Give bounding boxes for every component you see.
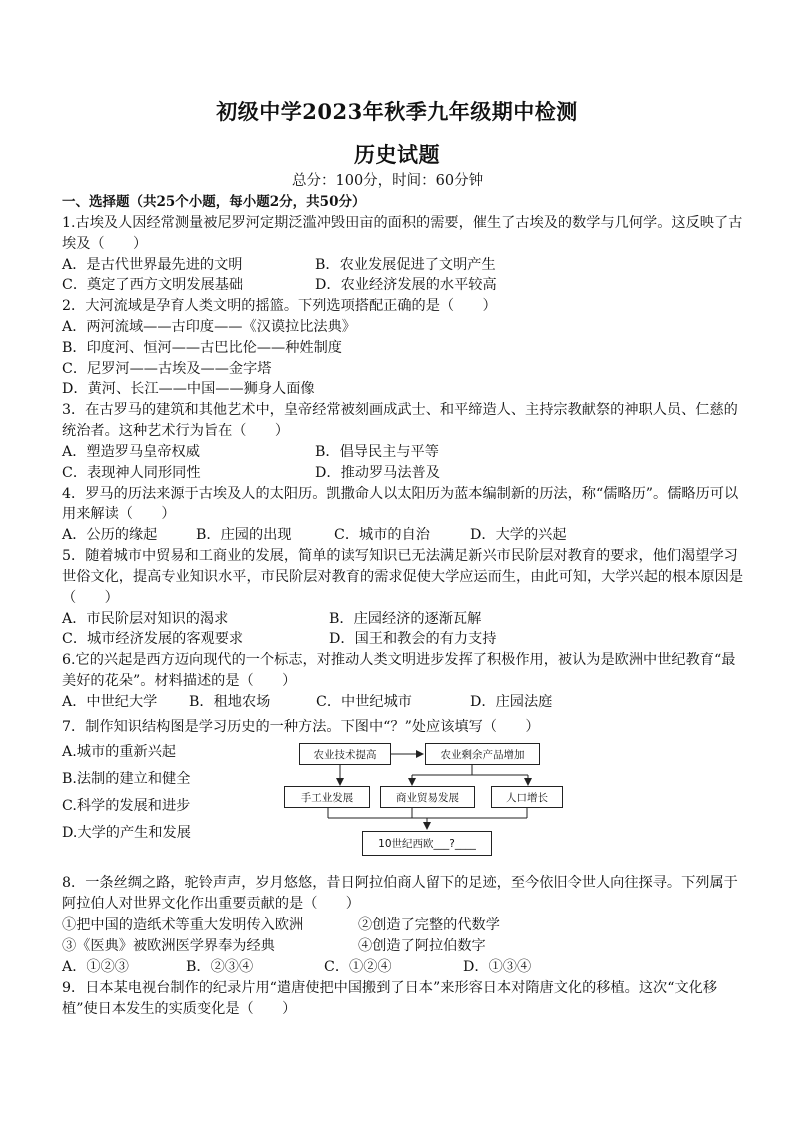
q8-stem-line1: 8．一条丝绸之路，驼铃声声，岁月悠悠，昔日阿拉伯商人留下的足迹，至今依旧令世人向往探寻。下列属于 — [62, 875, 738, 891]
q4-option-c: C．城市的自治 — [334, 527, 430, 543]
q4-option-d: D．大学的兴起 — [470, 527, 567, 543]
q4-stem-line2: 用来解读（ ） — [62, 506, 176, 522]
q7-option-c: C.科学的发展和进步 — [62, 798, 191, 814]
q6-stem-line1: 6.它的兴起是西方迈向现代的一个标志，对推动人类文明进步发挥了积极作用，被认为是欧洲中世纪教育“最 — [62, 652, 736, 668]
q1-stem-line2: 埃及（ ） — [62, 236, 148, 252]
q3-option-b: B．倡导民主与平等 — [315, 444, 439, 460]
q6-stem-line2: 美好的花朵”。材料描述的是（ ） — [62, 673, 297, 689]
diagram-box-handicraft: 手工业发展 — [284, 786, 370, 808]
diagram-box-result: 10世纪西欧___?____ — [362, 831, 492, 856]
page-title: 初级中学2023年秋季九年级期中检测 — [216, 99, 578, 124]
q9-stem-line2: 植”使日本发生的实质变化是（ ） — [62, 1001, 297, 1017]
q7-stem: 7．制作知识结构图是学习历史的一种方法。下图中“？”处应该填写（ ） — [62, 719, 540, 735]
q2-option-c: C．尼罗河——古埃及——金字塔 — [62, 361, 272, 377]
q5-option-b: B．庄园经济的逐渐瓦解 — [329, 611, 482, 627]
q8-statement-1: ①把中国的造纸术等重大发明传入欧洲 — [62, 917, 304, 933]
q8-statement-4: ④创造了阿拉伯数字 — [358, 938, 486, 954]
q5-stem-line1: 5．随着城市中贸易和工商业的发展，简单的读写知识已无法满足新兴市民阶层对教育的要求，他们渴望学习 — [62, 548, 738, 564]
diagram-box-commerce: 商业贸易发展 — [380, 786, 475, 808]
q1-option-a: A．是古代世界最先进的文明 — [62, 257, 243, 273]
q8-option-a: A．①②③ — [62, 959, 129, 975]
q8-statement-3: ③《医典》被欧洲医学界奉为经典 — [62, 938, 275, 954]
q7-option-b: B.法制的建立和健全 — [62, 771, 191, 787]
page-subtitle: 历史试题 — [354, 142, 440, 167]
section-heading: 一、选择题（共25个小题，每小题2分，共50分） — [62, 194, 366, 210]
q3-stem-line1: 3．在古罗马的建筑和其他艺术中，皇帝经常被刻画成武士、和平缔造人、主持宗教献祭的神职人员、仁慈的 — [62, 402, 738, 418]
diagram-box-population: 人口增长 — [491, 786, 563, 808]
q5-stem-line2: 世俗文化，提高专业知识水平，市民阶层对教育的需求促使大学应运而生，由此可知，大学兴起的根本原因是 — [62, 569, 744, 585]
exam-meta: 总分：100分，时间：60分钟 — [292, 173, 484, 189]
q6-option-a: A．中世纪大学 — [62, 694, 158, 710]
q4-stem-line1: 4．罗马的历法来源于古埃及人的太阳历。凯撒命人以太阳历为蓝本编制新的历法，称“儒略历”。儒略历可以 — [62, 486, 739, 502]
q6-option-d: D．庄园法庭 — [470, 694, 553, 710]
q5-option-a: A．市民阶层对知识的渴求 — [62, 611, 229, 627]
q3-option-a: A．塑造罗马皇帝权威 — [62, 444, 200, 460]
q4-option-b: B．庄园的出现 — [196, 527, 292, 543]
q5-option-d: D．国王和教会的有力支持 — [329, 631, 497, 647]
q2-option-d: D．黄河、长江——中国——狮身人面像 — [62, 381, 315, 397]
q2-option-b: B．印度河、恒河——古巴比伦——种姓制度 — [62, 340, 342, 356]
q1-stem-line1: 1.古埃及人因经常测量被尼罗河定期泛滥冲毁田亩的面积的需要，催生了古埃及的数学与几何学。这反映了古 — [62, 215, 743, 231]
q8-statement-2: ②创造了完整的代数学 — [358, 917, 500, 933]
q8-option-d: D．①③④ — [463, 959, 532, 975]
q3-option-c: C．表现神人同形同性 — [62, 465, 201, 481]
q4-option-a: A．公历的缘起 — [62, 527, 158, 543]
diagram-box-agri-surplus: 农业剩余产品增加 — [425, 743, 540, 765]
q8-option-b: B．②③④ — [186, 959, 254, 975]
q1-option-c: C．奠定了西方文明发展基础 — [62, 277, 244, 293]
q8-stem-line2: 阿拉伯人对世界文化作出重要贡献的是（ ） — [62, 896, 360, 912]
q2-stem: 2．大河流域是孕育人类文明的摇篮。下列选项搭配正确的是（ ） — [62, 298, 497, 314]
q2-option-a: A．两河流域——古印度——《汉谟拉比法典》 — [62, 319, 356, 335]
q1-option-b: B．农业发展促进了文明产生 — [315, 257, 496, 273]
q5-stem-line3: （ ） — [62, 590, 119, 606]
q6-option-c: C．中世纪城市 — [316, 694, 412, 710]
diagram-box-agri-tech: 农业技术提高 — [299, 743, 391, 765]
q8-option-c: C．①②④ — [324, 959, 392, 975]
q9-stem-line1: 9．日本某电视台制作的纪录片用“遣唐使把中国搬到了日本”来形容日本对隋唐文化的移植。这次“文化移 — [62, 980, 718, 996]
q5-option-c: C．城市经济发展的客观要求 — [62, 631, 244, 647]
q6-option-b: B．租地农场 — [189, 694, 271, 710]
q7-option-d: D.大学的产生和发展 — [62, 825, 191, 841]
q3-option-d: D．推动罗马法普及 — [315, 465, 440, 481]
q7-option-a: A.城市的重新兴起 — [62, 744, 177, 760]
q3-stem-line2: 统治者。这种艺术行为旨在（ ） — [62, 423, 290, 439]
q1-option-d: D．农业经济发展的水平较高 — [315, 277, 497, 293]
